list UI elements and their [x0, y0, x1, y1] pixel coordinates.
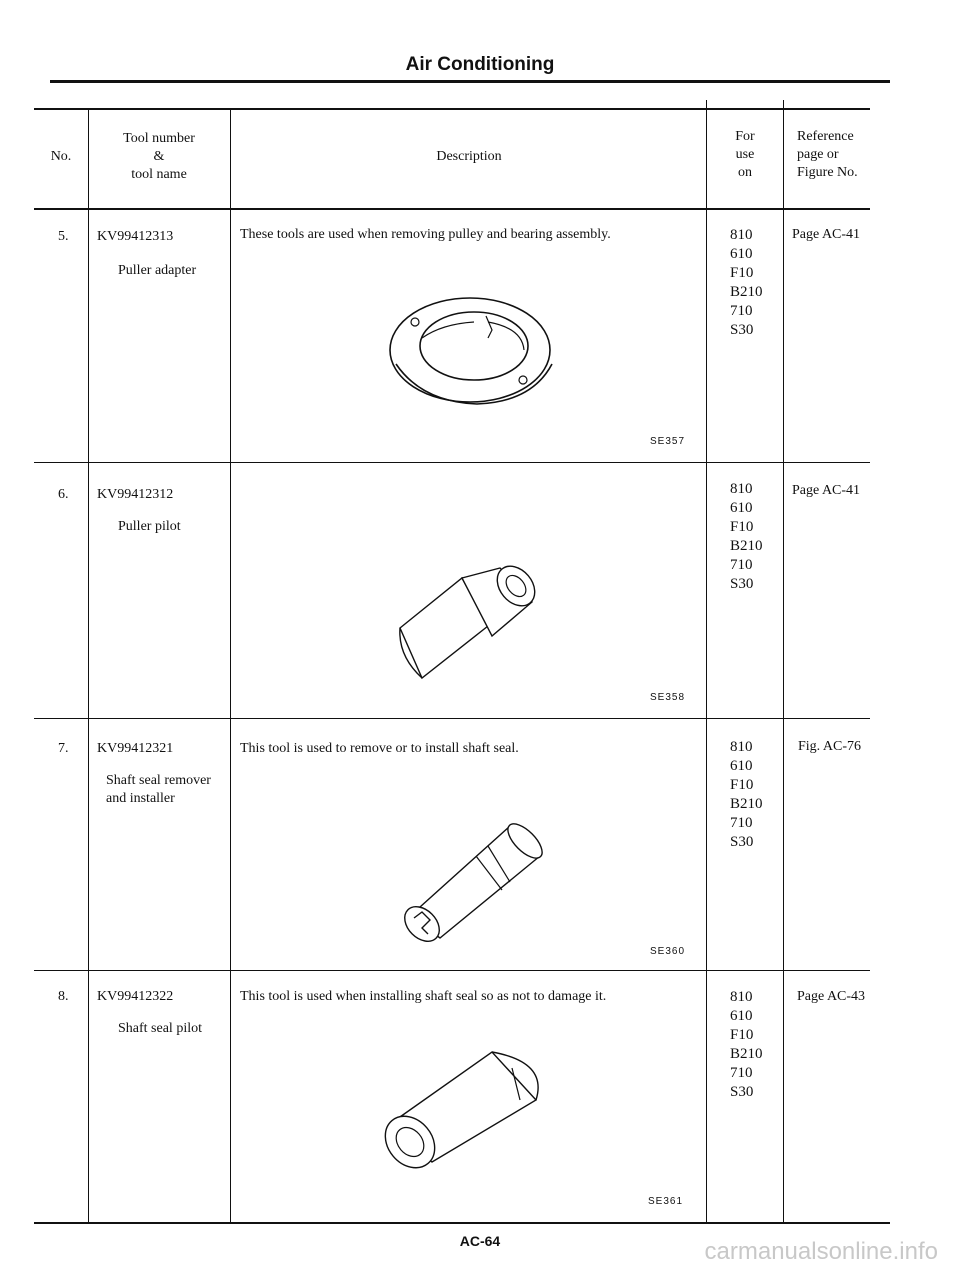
model-code: 610 — [730, 758, 753, 774]
figure-code: SE360 — [650, 946, 686, 957]
model-code: F10 — [730, 265, 754, 281]
header-for-use — [708, 128, 782, 182]
header-tool-line: tool name — [131, 167, 187, 182]
tool-description: These tools are used when removing pulley and bearing assembly. — [240, 227, 611, 242]
tool-name-line: and installer — [106, 791, 175, 806]
tool-name — [106, 772, 211, 808]
title-underline — [50, 80, 890, 83]
header-ref-line: page or — [797, 147, 839, 162]
model-code: 810 — [730, 227, 753, 243]
header-for-line: For — [735, 129, 755, 144]
column-divider — [706, 100, 707, 1222]
model-list — [730, 738, 763, 852]
model-code: B210 — [730, 796, 763, 812]
reference: Page AC-41 — [792, 227, 861, 242]
header-description: Description — [436, 149, 502, 164]
puller-adapter-illustration — [382, 292, 562, 412]
row-number: 5. — [58, 229, 69, 244]
header-ref-line: Figure No. — [797, 165, 858, 180]
header-no: No. — [50, 149, 72, 164]
table-bottom-rule — [34, 1222, 890, 1224]
row-divider — [34, 462, 870, 463]
model-code: S30 — [730, 834, 754, 850]
tool-number: KV99412312 — [97, 487, 174, 502]
tool-name: Shaft seal pilot — [118, 1021, 202, 1036]
tool-number: KV99412321 — [97, 741, 174, 756]
header-for-line: use — [735, 147, 755, 162]
model-code: 710 — [730, 1065, 753, 1081]
figure-code: SE358 — [650, 692, 686, 703]
model-code: S30 — [730, 322, 754, 338]
tool-name-line: Shaft seal remover — [106, 773, 211, 788]
tool-description: This tool is used to remove or to install shaft seal. — [240, 741, 519, 756]
model-code: 610 — [730, 1008, 753, 1024]
shaft-seal-remover-illustration — [392, 812, 552, 942]
tool-description: This tool is used when installing shaft seal so as not to damage it. — [240, 989, 607, 1004]
model-code: F10 — [730, 777, 754, 793]
model-code: 610 — [730, 500, 753, 516]
column-divider — [783, 100, 784, 1222]
model-code: 610 — [730, 246, 753, 262]
reference: Page AC-43 — [797, 989, 866, 1004]
model-code: S30 — [730, 1084, 754, 1100]
model-code: 810 — [730, 989, 753, 1005]
model-code: 710 — [730, 815, 753, 831]
row-number: 8. — [58, 989, 69, 1004]
row-number: 6. — [58, 487, 69, 502]
shaft-seal-pilot-illustration — [372, 1038, 552, 1168]
header-for-line: on — [738, 165, 752, 180]
reference: Page AC-41 — [792, 483, 861, 498]
row-number: 7. — [58, 741, 69, 756]
watermark: carmanualsonline.info — [704, 1238, 938, 1265]
header-tool-line: Tool number — [123, 131, 195, 146]
row-divider — [34, 718, 870, 719]
model-list — [730, 226, 763, 340]
row-divider — [34, 970, 870, 971]
model-code: B210 — [730, 284, 763, 300]
model-code: 810 — [730, 739, 753, 755]
header-tool-line: & — [153, 149, 165, 164]
model-code: 710 — [730, 557, 753, 573]
column-divider — [230, 110, 231, 1222]
tool-number: KV99412322 — [97, 989, 174, 1004]
header-reference — [797, 128, 877, 182]
tool-name: Puller pilot — [118, 519, 181, 534]
table-top-rule — [34, 108, 870, 110]
puller-pilot-illustration — [392, 560, 542, 690]
header-tool — [92, 130, 226, 184]
model-code: F10 — [730, 519, 754, 535]
model-code: B210 — [730, 1046, 763, 1062]
column-divider — [88, 110, 89, 1222]
model-code: 710 — [730, 303, 753, 319]
model-list — [730, 988, 763, 1102]
header-ref-line: Reference — [797, 129, 854, 144]
header-bottom-rule — [34, 208, 870, 210]
page-title: Air Conditioning — [405, 54, 555, 75]
model-list — [730, 480, 763, 594]
model-code: B210 — [730, 538, 763, 554]
tool-name: Puller adapter — [118, 263, 197, 278]
figure-code: SE357 — [650, 436, 686, 447]
model-code: S30 — [730, 576, 754, 592]
page-number: AC-64 — [459, 1233, 501, 1249]
model-code: 810 — [730, 481, 753, 497]
tool-number: KV99412313 — [97, 229, 174, 244]
figure-code: SE361 — [648, 1196, 684, 1207]
model-code: F10 — [730, 1027, 754, 1043]
reference: Fig. AC-76 — [798, 739, 862, 754]
